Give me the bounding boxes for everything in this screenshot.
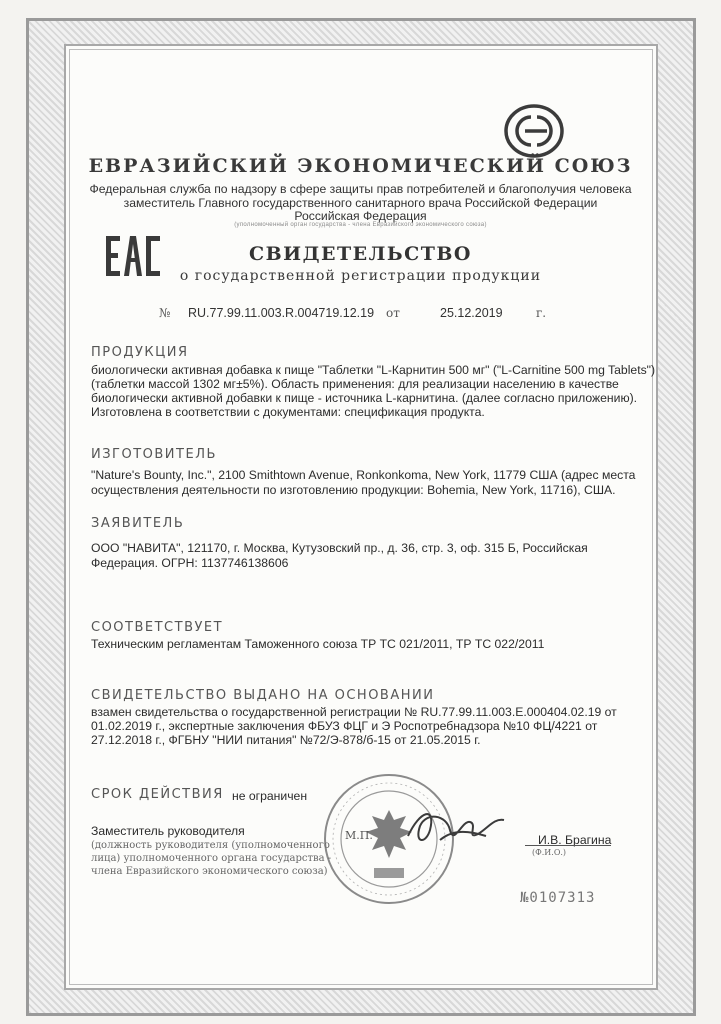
certificate-date: 25.12.2019: [440, 306, 503, 320]
serial-number: №0107313: [520, 890, 596, 906]
agency-line-2: заместитель Главного государственного санитарного врача Российской Федерации: [123, 196, 598, 210]
basis-heading: СВИДЕТЕЛЬСТВО ВЫДАНО НА ОСНОВАНИИ: [91, 688, 435, 703]
manufacturer-heading: ИЗГОТОВИТЕЛЬ: [91, 447, 217, 462]
certificate-number: RU.77.99.11.003.R.004719.12.19: [188, 306, 375, 320]
product-line: биологически активной добавки к пище - источника L-карнитина. (далее согласно приложению).: [91, 391, 638, 405]
date-prefix: от: [386, 306, 400, 320]
date-suffix: г.: [536, 306, 547, 320]
position-caption-line: лица) уполномоченного органа государства -: [91, 853, 332, 864]
product-line: Изготовлена в соответствии с документами: спецификация продукта.: [91, 405, 485, 419]
validity-value: не ограничен: [232, 789, 308, 803]
basis-line: 01.02.2019 г., экспертные заключения ФБУЗ ФЦГ и Э Роспотребнадзора №10 ФЦ/4221 от: [91, 719, 598, 733]
applicant-line: ООО "НАВИТА", 121170, г. Москва, Кутузовский пр., д. 36, стр. 3, оф. 315 Б, Российская: [91, 541, 588, 555]
manufacturer-line: "Nature's Bounty, Inc.", 2100 Smithtown Avenue, Ronkonkoma, New York, 11779 США (адрес места: [91, 468, 636, 482]
basis-line: взамен свидетельства о государственной регистрации № RU.77.99.11.003.Е.000404.02.19 от: [91, 705, 617, 719]
signatory-position: Заместитель руководителя: [91, 824, 245, 838]
eurasian-union-logo-icon: [503, 103, 565, 159]
agency-line-1: Федеральная служба по надзору в сфере защиты прав потребителей и благополучия человека: [89, 182, 632, 196]
validity-heading: СРОК ДЕЙСТВИЯ: [91, 787, 224, 802]
position-caption-line: члена Евразийского экономического союза): [91, 866, 328, 877]
union-title: ЕВРАЗИЙСКИЙ ЭКОНОМИЧЕСКИЙ СОЮЗ: [88, 155, 633, 177]
number-sign: №: [159, 306, 171, 320]
agency-micro-caption: (уполномоченный орган государства - члена Евразийского экономического союза): [234, 222, 487, 228]
certificate-title: СВИДЕТЕЛЬСТВО: [249, 243, 472, 265]
signature-underline: [525, 845, 611, 846]
product-heading: ПРОДУКЦИЯ: [91, 345, 189, 360]
basis-line: 27.12.2018 г., ФГБНУ "НИИ питания" №72/Э-878/б-15 от 21.05.2015 г.: [91, 733, 481, 747]
conforms-line: Техническим регламентам Таможенного союза ТР ТС 021/2011, ТР ТС 022/2011: [91, 637, 545, 651]
applicant-heading: ЗАЯВИТЕЛЬ: [91, 516, 185, 531]
stamp-place-label: М.П.: [345, 829, 373, 842]
signatory-name: И.В. Брагина: [538, 833, 612, 847]
product-line: биологически активная добавка к пище "Таблетки "L-Карнитин 500 мг" ("L-Carnitine 500 mg Tablets"): [91, 363, 656, 377]
handwritten-signature-icon: [400, 800, 520, 856]
position-caption-line: (должность руководителя (уполномоченного: [91, 840, 330, 851]
applicant-line: Федерация. ОГРН: 1137746138606: [91, 556, 289, 570]
certificate-subtitle: о государственной регистрации продукции: [179, 268, 542, 284]
agency-line-3: Российская Федерация: [294, 209, 427, 223]
fio-caption: (Ф.И.О.): [532, 848, 567, 857]
conforms-heading: СООТВЕТСТВУЕТ: [91, 620, 224, 635]
product-line: (таблетки массой 1302 мг±5%). Область применения: для реализации населению в качестве: [91, 377, 619, 391]
manufacturer-line: осуществления деятельности по изготовлению продукции: Bohemia, New York, 11716), США.: [91, 483, 616, 497]
